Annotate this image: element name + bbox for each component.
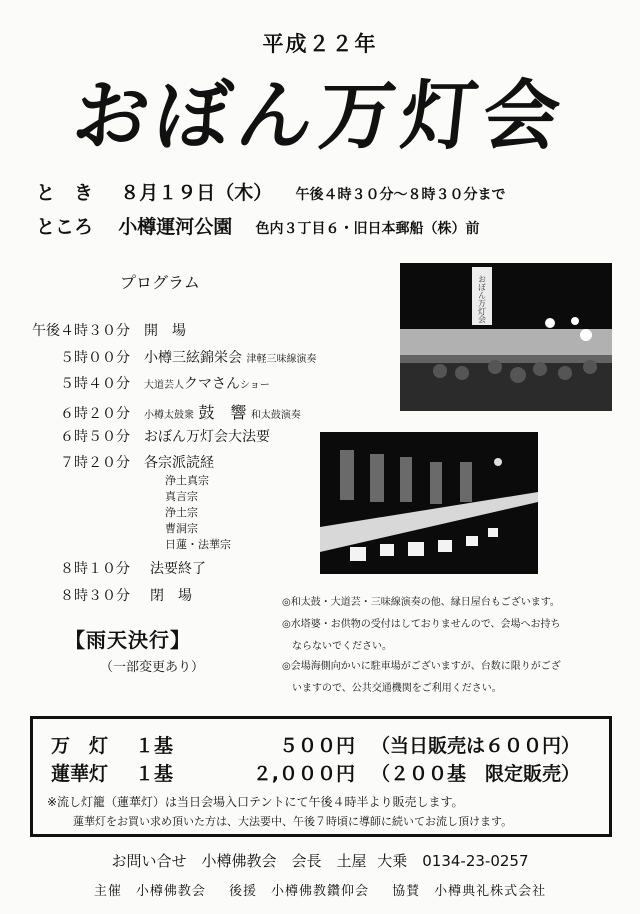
box-note: ※流し灯籠（蓮華灯）は当日会場入口テントにて午後４時半より販売します。	[47, 795, 464, 809]
program-time: ８時１０分	[60, 561, 130, 577]
note-line: いますので、公共交通機関をご利用ください。	[282, 683, 502, 694]
program-text: 小樽三絃錦栄会	[144, 350, 242, 366]
where-detail: 色内３丁目６・旧日本郵船（株）前	[255, 221, 480, 237]
event-era: 平成２２年	[262, 32, 378, 56]
event-photo-lantern-river	[320, 432, 538, 574]
program-time: ７時２０分	[60, 455, 130, 471]
program-note: 和太鼓演奏	[250, 410, 301, 421]
sect-name: 浄土宗	[165, 506, 198, 519]
program-text: 閉 場	[150, 588, 192, 604]
note-line: ◎水塔婆・お供物の受付はしておりませんので、会場へお持ち	[282, 619, 561, 630]
sponsor-info: 主催 小樽佛教会 後援 小樽佛教鑽仰会 協賛 小樽典礼株式会社	[93, 884, 547, 899]
program-time: 午後４時３０分	[32, 323, 130, 339]
price-item-qty: １基	[135, 763, 174, 785]
when-date: ８月１９日（木）	[120, 182, 273, 204]
event-where	[36, 212, 480, 239]
program-time: ６時５０分	[60, 429, 130, 445]
program-item	[0, 320, 186, 340]
price-item-note: （２００基 限定販売）	[371, 763, 581, 785]
program-time: ５時４０分	[60, 376, 130, 392]
program-text: おぼん万灯会大法要	[144, 429, 270, 445]
event-title: おぼん万灯会	[68, 71, 571, 160]
box-note: 蓮華灯をお買い求め頂いた方は、大法要中、午後７時頃に導師に続いてお流し頂けます。	[73, 815, 513, 828]
program-text: 法要終了	[150, 561, 206, 577]
program-time: ５時００分	[60, 350, 130, 366]
price-item-price: ２,０００円	[252, 763, 355, 785]
program-heading: プログラム	[120, 273, 200, 292]
price-item-note: （当日販売は６００円）	[371, 735, 581, 757]
price-row	[51, 731, 580, 758]
note-line: ◎和太鼓・大道芸・三味線演奏の他、縁日屋台もございます。	[282, 597, 560, 608]
note-line: ならないでください。	[282, 641, 392, 652]
program-time: ８時３０分	[60, 588, 130, 604]
sect-name: 日蓮・法華宗	[165, 538, 231, 551]
program-item	[0, 400, 301, 423]
where-label: ところ	[36, 216, 94, 238]
program-item	[0, 347, 316, 367]
note-line: ◎会場海側向かいに駐車場がございますが、台数に限りがござ	[282, 661, 561, 672]
program-item	[0, 452, 214, 472]
price-row	[51, 759, 580, 786]
program-time: ６時２０分	[60, 406, 130, 422]
when-label: と き	[36, 182, 94, 204]
program-item	[0, 558, 206, 578]
program-note: ショー	[240, 380, 270, 391]
price-item-qty: １基	[135, 735, 174, 757]
program-pre: 大道芸人	[144, 380, 184, 391]
rain-notice-sub: （一部変更あり）	[100, 660, 205, 675]
sect-name: 浄土真宗	[165, 474, 209, 487]
program-text: クマさん	[184, 376, 240, 392]
event-when	[36, 178, 506, 205]
program-text: 開 場	[144, 323, 186, 339]
program-item	[0, 373, 270, 393]
sect-name: 曹洞宗	[165, 522, 198, 535]
program-pre: 小樽太鼓衆	[144, 410, 194, 421]
photo-sign-text: おぼん万灯会	[477, 275, 487, 323]
price-item-price: ５００円	[278, 735, 355, 757]
price-item-name: 万 灯	[51, 735, 109, 757]
when-time: 午後４時３０分～８時３０分まで	[295, 187, 506, 203]
program-text: 各宗派読経	[144, 455, 214, 471]
event-photo-night-lanterns	[400, 263, 612, 411]
program-item	[0, 585, 192, 605]
price-box	[30, 716, 612, 837]
rain-notice: 【雨天決行】	[65, 628, 191, 652]
price-item-name: 蓮華灯	[51, 763, 109, 785]
contact-info: お問い合せ 小樽佛教会 会長 土屋 大乗 0134-23-0257	[111, 852, 529, 870]
program-text: 鼓 響	[198, 403, 247, 422]
sect-name: 真言宗	[165, 490, 198, 503]
program-note: 津軽三味線演奏	[246, 354, 317, 365]
program-item	[0, 426, 270, 446]
where-place: 小樽運河公園	[118, 216, 233, 238]
